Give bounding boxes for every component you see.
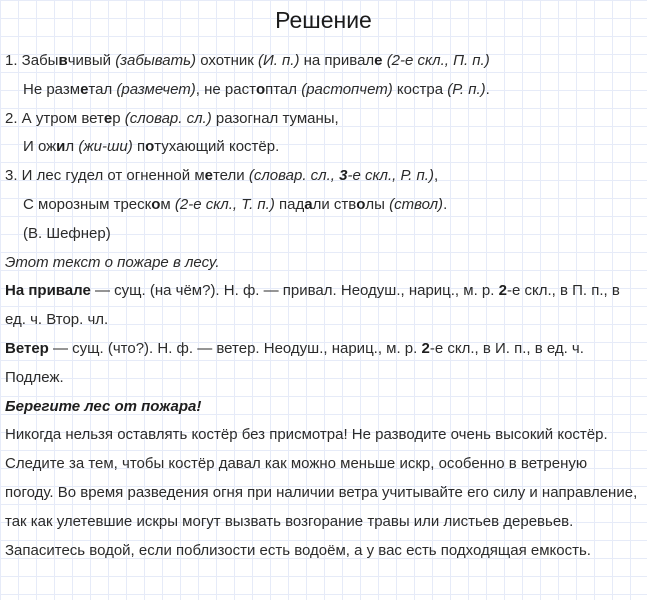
text-segment: На привале [5,282,91,300]
text-segment: (забывать) [115,52,197,69]
text-segment: разогнал туманы, [211,109,339,127]
text-segment: о [356,195,366,213]
text-segment: (жи-ши) [78,138,133,156]
text-segment: (растопчет) [301,80,393,98]
solution-content [0,34,647,565]
text-segment: в [58,52,68,69]
text-segment: Ветер [5,339,49,357]
text-segment: о [151,195,161,213]
text-segment: м [160,195,175,213]
text-segment: о [255,80,266,98]
topic-line [5,249,639,278]
text-segment: . [485,80,490,98]
text-segment: , [433,167,439,185]
text-segment: е [374,52,383,69]
author-line [5,220,639,249]
text-segment: (словар. сл., [248,167,340,185]
text-segment: (Р. п.) [447,80,486,98]
text-segment: С морозным треск [23,195,152,213]
text-segment: И ож [23,138,57,156]
text-segment: -е скл., Р. п.) [347,167,434,185]
text-segment: 2 [498,282,507,300]
text-segment: е [103,109,113,127]
text-segment: Этот текст о пожаре в лесу. [5,253,220,271]
text-segment: а [304,195,313,213]
text-segment: 1. Забы [5,52,59,69]
text-segment: (В. Шефнер) [23,224,111,242]
text-segment: . [443,195,448,213]
text-segment: чивый [67,52,116,69]
text-segment: Не разм [23,80,81,98]
sentence-line-2b [5,133,639,162]
text-segment: тели [212,167,249,185]
text-segment: (ствол) [389,195,444,213]
text-segment: е [80,80,89,98]
fire-safety-paragraph [5,421,639,565]
morphology-paragraph-veter [5,335,639,393]
text-segment: , не раст [195,80,256,98]
text-segment: Берегите лес от пожара! [5,397,202,415]
slogan-line [5,393,639,422]
sentence-line-2a [5,105,639,134]
sentence-line-3b [5,191,639,220]
morphology-paragraph-privale [5,277,639,335]
text-segment: (2-е скл., Т. п.) [174,195,275,213]
text-segment: на привал [299,52,375,69]
text-segment: и [56,138,66,156]
text-segment: -е скл., в И. п., в ед. ч. Подлеж. [5,339,584,386]
text-segment: ли ств [312,195,357,213]
sentence-line-1a [5,47,639,76]
text-segment: 3 [339,167,348,185]
text-segment: л [65,138,79,156]
page-title: Решение [275,7,372,33]
text-segment: пад [274,195,305,213]
text-segment: тухающий костёр. [154,138,280,156]
text-segment: Никогда нельзя оставлять костёр без присмотра! Не разводите очень высокий костёр. Следите за тем, чтобы костёр давал как можно меньше искр, особенно в ветреную погоду. Во время разведения огня при наличии ветра учитывайте его силу и направление, так как улетевшие искры могут вызвать возгорание травы или листьев деревьев. Запаситесь водой, если поблизости есть водоём, а у вас есть подходящая емкость. [5,426,638,559]
sentence-line-1b [5,76,639,105]
text-segment: р [112,109,125,127]
text-segment: 2 [421,339,430,357]
text-segment: е [204,167,213,185]
text-segment: (2-е скл., П. п.) [386,52,490,69]
text-segment: охотник [196,52,258,69]
text-segment: 3. И лес гудел от огненной м [5,167,205,185]
text-segment: птал [265,80,302,98]
text-segment: (размечет) [116,80,196,98]
text-segment: — сущ. (что?). Н. ф. — ветер. Неодуш., нариц., м. р. [48,339,422,357]
text-segment: п [132,138,146,156]
text-segment: (словар. сл.) [124,109,212,127]
text-segment: лы [365,195,390,213]
text-segment: костра [392,80,448,98]
text-segment: 2. А утром вет [5,109,104,127]
text-segment: тал [88,80,117,98]
text-segment: — сущ. (на чём?). Н. ф. — привал. Неодуш., нариц., м. р. [90,282,499,300]
text-segment: о [145,138,155,156]
text-segment: -е скл., в П. п., в ед. ч. Втор. чл. [5,282,620,329]
sentence-line-3a [5,162,639,191]
text-segment: (И. п.) [257,52,300,69]
